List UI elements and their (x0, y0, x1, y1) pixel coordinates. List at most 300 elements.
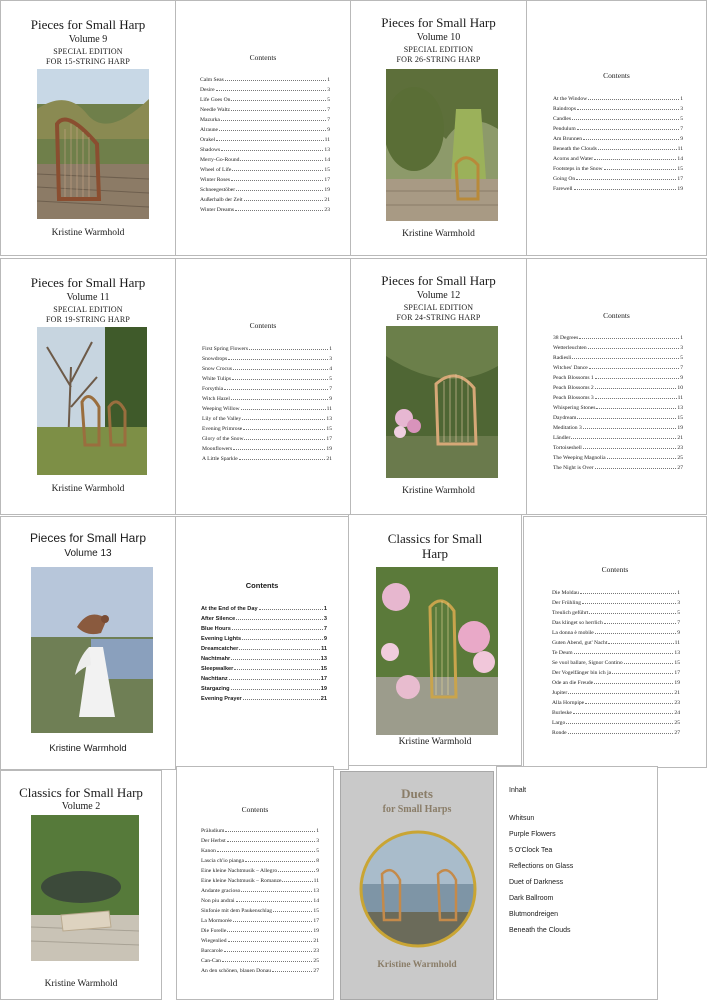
toc-row (200, 184, 330, 194)
toc-page-number: 23 (674, 700, 680, 706)
toc-title: Raindrops (553, 106, 576, 112)
dot-leader (243, 423, 325, 430)
dot-leader (576, 173, 676, 180)
dot-leader (232, 623, 323, 630)
toc-page-number: 11 (313, 878, 319, 884)
toc-row (202, 393, 332, 403)
toc-title: Daydream (553, 415, 577, 421)
dot-leader (624, 657, 674, 664)
toc-title: Mazurka (200, 117, 220, 123)
toc-row (552, 597, 680, 607)
toc-page-number: 27 (677, 465, 683, 471)
list-item: Purple Flowers (509, 831, 556, 838)
cover-author: Kristine Warmhold (377, 960, 457, 970)
toc-page-number: 14 (313, 898, 319, 904)
dot-leader (233, 443, 325, 450)
dot-leader (227, 925, 312, 932)
toc-row (201, 663, 327, 673)
toc-title: Se vuol ballare, Signor Contino (552, 660, 623, 666)
toc-title: Evening Lights (201, 636, 242, 642)
contents-list (201, 825, 319, 975)
toc-row (201, 633, 327, 643)
toc-row (200, 124, 330, 134)
dot-leader (239, 643, 320, 650)
toc-row (201, 885, 319, 895)
toc-page-number: 15 (677, 166, 683, 172)
toc-row (201, 825, 319, 835)
harp-with-pink-peonies-photo (376, 567, 498, 735)
cover-volume: Volume 13 (64, 548, 112, 559)
dot-leader (566, 717, 673, 724)
toc-title: Blue Hours (201, 626, 231, 632)
dot-leader (222, 955, 313, 962)
dot-leader (221, 144, 323, 151)
toc-row (552, 697, 680, 707)
cover-title: Pieces for Small Harp (381, 273, 496, 288)
toc-page-number: 7 (327, 107, 330, 113)
toc-row (202, 443, 332, 453)
dot-leader (282, 875, 312, 882)
contents-heading: Contents (601, 565, 629, 574)
toc-page-number: 7 (680, 365, 683, 371)
harp-with-peonies-photo (386, 326, 498, 478)
contents-heading: Contents (249, 53, 277, 62)
toc-title: The Night is Over (553, 465, 594, 471)
cover-special-edition: SPECIAL EDITION (53, 305, 123, 314)
toc-page-number: 23 (324, 207, 330, 213)
toc-title: Nachttanz (201, 676, 228, 682)
toc-title: Der Herbst (201, 838, 226, 844)
dot-leader (228, 353, 328, 360)
book-cover-volume-9 (0, 0, 176, 256)
toc-page-number: 1 (680, 96, 683, 102)
dot-leader (233, 363, 328, 370)
toc-page-number: 27 (313, 968, 319, 974)
dot-leader (595, 462, 677, 469)
toc-page-number: 13 (324, 147, 330, 153)
toc-title: Going On (553, 176, 576, 182)
toc-page-number: 7 (327, 117, 330, 123)
contents-heading: Inhalt (509, 787, 527, 794)
toc-title: After Silence (201, 616, 236, 622)
toc-page-number: 23 (313, 948, 319, 954)
dot-leader (228, 935, 313, 942)
toc-row (553, 442, 683, 452)
book-cover-volume-10 (350, 0, 527, 256)
contents-heading: Contents (245, 581, 279, 590)
dot-leader (571, 432, 676, 439)
dot-leader (594, 677, 673, 684)
toc-title: Acorns and Water (553, 156, 594, 162)
toc-title: Andante gracioso (201, 888, 241, 894)
toc-row (553, 352, 683, 362)
toc-title: Präludium (201, 828, 225, 834)
cover-string-count: FOR 26-STRING HARP (396, 55, 481, 64)
cover-author: Kristine Warmhold (49, 743, 127, 754)
toc-row (201, 835, 319, 845)
toc-row (553, 173, 683, 183)
toc-title: Peach Blossoms 3 (553, 395, 594, 401)
toc-row (202, 363, 332, 373)
toc-row (201, 935, 319, 945)
dot-leader (594, 153, 676, 160)
dot-leader (577, 123, 680, 130)
toc-row (202, 453, 332, 463)
cover-title: Duets (401, 786, 433, 801)
toc-row (201, 945, 319, 955)
toc-title: Forsythia (202, 386, 224, 392)
cover-special-edition: SPECIAL EDITION (53, 47, 123, 56)
toc-page-number: 1 (316, 828, 319, 834)
toc-row (553, 432, 683, 442)
toc-title: A Little Sparkle (202, 456, 238, 462)
toc-row (201, 925, 319, 935)
toc-row (553, 103, 683, 113)
toc-row (552, 587, 680, 597)
dot-leader (608, 637, 673, 644)
toc-page-number: 14 (324, 157, 330, 163)
harp-by-garden-pond-photo (31, 815, 139, 961)
dot-leader (598, 143, 677, 150)
toc-row (200, 174, 330, 184)
toc-page-number: 11 (324, 137, 330, 143)
toc-page-number: 15 (674, 660, 680, 666)
toc-title: Witches' Dance (553, 365, 588, 371)
book-cover-volume-11 (0, 258, 176, 515)
toc-row (202, 353, 332, 363)
toc-page-number: 9 (316, 868, 319, 874)
dot-leader (577, 412, 676, 419)
toc-row (201, 673, 327, 683)
toc-row (201, 653, 327, 663)
dot-leader (221, 114, 326, 121)
toc-page-number: 25 (313, 958, 319, 964)
toc-row (553, 133, 683, 143)
dot-leader (242, 633, 323, 640)
contents-page-volume-13 (175, 516, 349, 770)
toc-title: Ländler (553, 435, 571, 441)
list-item: Blutmondreigen (509, 911, 559, 918)
toc-title: Radiesli (553, 355, 572, 361)
contents-page-volume-12 (526, 258, 707, 515)
dot-leader (234, 663, 319, 670)
contents-page-classics (523, 516, 707, 768)
toc-title: 38 Degrees (553, 335, 579, 341)
contents-page-volume-10 (526, 0, 707, 256)
toc-page-number: 19 (674, 680, 680, 686)
list-item: Duet of Darkness (509, 879, 564, 886)
toc-page-number: 9 (323, 636, 327, 642)
toc-row (202, 413, 332, 423)
toc-page-number: 1 (329, 346, 332, 352)
toc-page-number: 9 (680, 375, 683, 381)
cover-volume: Volume 9 (68, 34, 108, 45)
toc-row (200, 94, 330, 104)
toc-row (552, 667, 680, 677)
toc-page-number: 1 (680, 335, 683, 341)
dot-leader (572, 113, 679, 120)
toc-row (552, 687, 680, 697)
dot-leader (589, 607, 676, 614)
toc-row (553, 422, 683, 432)
toc-title: Largo (552, 720, 566, 726)
dot-leader (231, 94, 326, 101)
toc-page-number: 3 (680, 106, 683, 112)
dot-leader (236, 613, 323, 620)
dot-leader (583, 442, 677, 449)
toc-row (201, 865, 319, 875)
toc-page-number: 24 (674, 710, 680, 716)
toc-row (201, 683, 327, 693)
toc-title: Am Brunnen (553, 136, 583, 142)
cover-string-count: FOR 19-STRING HARP (45, 315, 131, 324)
dot-leader (241, 885, 312, 892)
toc-title: Weeping Willow (202, 406, 240, 412)
toc-page-number: 11 (326, 406, 332, 412)
toc-page-number: 9 (680, 136, 683, 142)
toc-row (201, 643, 327, 653)
toc-row (201, 955, 319, 965)
toc-row (201, 905, 319, 915)
harp-in-garden-photo (37, 69, 149, 219)
toc-page-number: 19 (677, 186, 683, 192)
cover-string-count: FOR 15-STRING HARP (45, 57, 131, 66)
dot-leader (244, 194, 324, 201)
toc-row (553, 372, 683, 382)
toc-title: Dreamcatcher (201, 646, 239, 652)
toc-page-number: 13 (677, 405, 683, 411)
toc-page-number: 5 (316, 848, 319, 854)
list-item: Whitsun (509, 815, 535, 822)
toc-title: An den schönen, blauen Donau (201, 968, 272, 974)
dot-leader (568, 687, 673, 694)
cover-author: Kristine Warmhold (51, 228, 125, 238)
toc-page-number: 5 (327, 97, 330, 103)
cover-volume: Volume 2 (61, 801, 101, 812)
toc-page-number: 15 (313, 908, 319, 914)
toc-page-number: 3 (677, 600, 680, 606)
toc-row (200, 164, 330, 174)
book-cover-classics-volume-2 (0, 770, 162, 1000)
dot-leader (216, 84, 327, 91)
toc-title: Meditation 3 (553, 425, 582, 431)
toc-row (553, 402, 683, 412)
toc-page-number: 21 (677, 435, 683, 441)
toc-page-number: 1 (323, 606, 327, 612)
toc-page-number: 15 (677, 415, 683, 421)
contents-list (552, 587, 680, 737)
toc-title: Wiegenlied (201, 938, 227, 944)
toc-row (552, 707, 680, 717)
dot-leader (585, 697, 673, 704)
toc-page-number: 21 (326, 456, 332, 462)
harp-under-tree-photo (37, 327, 147, 475)
cover-author: Kristine Warmhold (51, 484, 125, 494)
contents-page-duets (496, 766, 658, 1000)
dot-leader (595, 372, 679, 379)
toc-page-number: 13 (320, 656, 327, 662)
toc-page-number: 1 (327, 77, 330, 83)
list-item: 5 O'Clock Tea (509, 847, 553, 854)
list-item: Dark Ballroom (509, 895, 554, 902)
cover-author: Kristine Warmhold (398, 737, 472, 747)
toc-page-number: 13 (326, 416, 332, 422)
cover-title: Pieces for Small Harp (29, 531, 147, 545)
toc-page-number: 5 (329, 376, 332, 382)
toc-page-number: 8 (316, 858, 319, 864)
dot-leader (588, 342, 679, 349)
toc-page-number: 4 (329, 366, 332, 372)
dot-leader (604, 617, 676, 624)
contents-list (553, 332, 683, 472)
cover-subtitle: for Small Harps (382, 804, 452, 815)
cover-title: Classics for Small Harp (387, 531, 483, 561)
dot-leader (607, 452, 677, 459)
toc-row (553, 452, 683, 462)
dot-leader (236, 184, 323, 191)
toc-row (200, 154, 330, 164)
toc-title: Glory of the Snow (202, 436, 244, 442)
toc-title: Snow Crocus (202, 366, 232, 372)
toc-title: Alla Hornpipe (552, 700, 585, 706)
toc-title: Stargazing (201, 686, 230, 692)
dot-leader (245, 855, 315, 862)
toc-page-number: 23 (677, 445, 683, 451)
toc-page-number: 25 (674, 720, 680, 726)
toc-title: Desire (200, 87, 215, 93)
toc-row (553, 342, 683, 352)
toc-title: Snowdrops (202, 356, 228, 362)
toc-title: Peach Blossoms 2 (553, 385, 594, 391)
bird-and-paper-angel-photo (31, 567, 153, 733)
dot-leader (579, 332, 679, 339)
contents-list (509, 811, 573, 939)
dot-leader (217, 845, 315, 852)
toc-page-number: 17 (324, 177, 330, 183)
cover-volume: Volume 11 (66, 292, 110, 303)
toc-title: Needle Waltz (200, 107, 231, 113)
toc-page-number: 27 (674, 730, 680, 736)
toc-page-number: 3 (316, 838, 319, 844)
toc-page-number: 11 (677, 395, 683, 401)
dot-leader (236, 895, 313, 902)
toc-row (202, 343, 332, 353)
toc-title: Whispering Stones (553, 405, 596, 411)
contents-list (200, 74, 330, 214)
toc-row (553, 153, 683, 163)
dot-leader (219, 124, 326, 131)
toc-title: Pendulum (553, 126, 576, 132)
two-harps-by-lake-circle-photo (358, 824, 478, 954)
toc-title: Tortoiseshell (553, 445, 582, 451)
dot-leader (577, 103, 679, 110)
dot-leader (595, 382, 677, 389)
cover-author: Kristine Warmhold (44, 979, 118, 989)
toc-row (552, 677, 680, 687)
toc-row (201, 895, 319, 905)
toc-page-number: 14 (677, 156, 683, 162)
toc-row (552, 717, 680, 727)
dot-leader (231, 393, 328, 400)
toc-title: Calm Seas (200, 77, 224, 83)
toc-title: Footsteps in the Snow (553, 166, 603, 172)
dot-leader (231, 683, 320, 690)
toc-row (200, 104, 330, 114)
dot-leader (231, 104, 326, 111)
toc-page-number: 21 (324, 197, 330, 203)
contents-list (202, 343, 332, 463)
toc-page-number: 7 (677, 620, 680, 626)
toc-title: Ronde (552, 730, 567, 736)
dot-leader (568, 727, 674, 734)
toc-title: Candles (553, 116, 572, 122)
dot-leader (227, 835, 316, 842)
toc-title: Merry-Go-Round (200, 157, 240, 163)
dot-leader (604, 163, 677, 170)
toc-page-number: 10 (677, 385, 683, 391)
toc-page-number: 17 (320, 676, 327, 682)
toc-page-number: 3 (329, 356, 332, 362)
toc-page-number: 19 (326, 446, 332, 452)
dot-leader (231, 653, 320, 660)
toc-page-number: 7 (323, 626, 327, 632)
dot-leader (224, 383, 328, 390)
book-cover-volume-13 (0, 516, 176, 770)
toc-title: First Spring Flowers (202, 346, 248, 352)
toc-title: Evening Prayer (201, 696, 242, 702)
toc-row (553, 93, 683, 103)
toc-page-number: 19 (324, 187, 330, 193)
toc-page-number: 15 (326, 426, 332, 432)
toc-title: At the End of the Day (201, 606, 258, 612)
toc-row (552, 607, 680, 617)
dot-leader (231, 174, 323, 181)
toc-title: Shadows (200, 147, 221, 153)
toc-page-number: 9 (677, 630, 680, 636)
dot-leader (574, 647, 674, 654)
dot-leader (259, 603, 323, 610)
contents-heading: Contents (603, 311, 630, 320)
toc-page-number: 21 (320, 696, 327, 702)
toc-row (553, 362, 683, 372)
toc-row (201, 603, 327, 613)
toc-page-number: 9 (329, 396, 332, 402)
dot-leader (589, 362, 679, 369)
toc-page-number: 11 (677, 146, 683, 152)
toc-page-number: 19 (313, 928, 319, 934)
toc-row (201, 623, 327, 633)
contents-list (201, 603, 327, 703)
toc-page-number: 17 (326, 436, 332, 442)
cover-string-count: FOR 24-STRING HARP (396, 313, 481, 322)
toc-row (552, 617, 680, 627)
toc-title: Winter Dreams (200, 207, 235, 213)
dot-leader (233, 915, 312, 922)
dot-leader (239, 453, 326, 460)
toc-row (553, 382, 683, 392)
toc-row (553, 113, 683, 123)
toc-row (552, 727, 680, 737)
dot-leader (580, 587, 676, 594)
toc-page-number: 3 (327, 87, 330, 93)
dot-leader (242, 413, 325, 420)
toc-title: Lily of the Valley (202, 416, 242, 422)
toc-row (553, 143, 683, 153)
cover-title: Pieces for Small Harp (381, 15, 496, 30)
contents-heading: Contents (249, 321, 277, 330)
toc-title: Der Frühling (552, 600, 582, 606)
toc-title: Burleske (552, 710, 572, 716)
